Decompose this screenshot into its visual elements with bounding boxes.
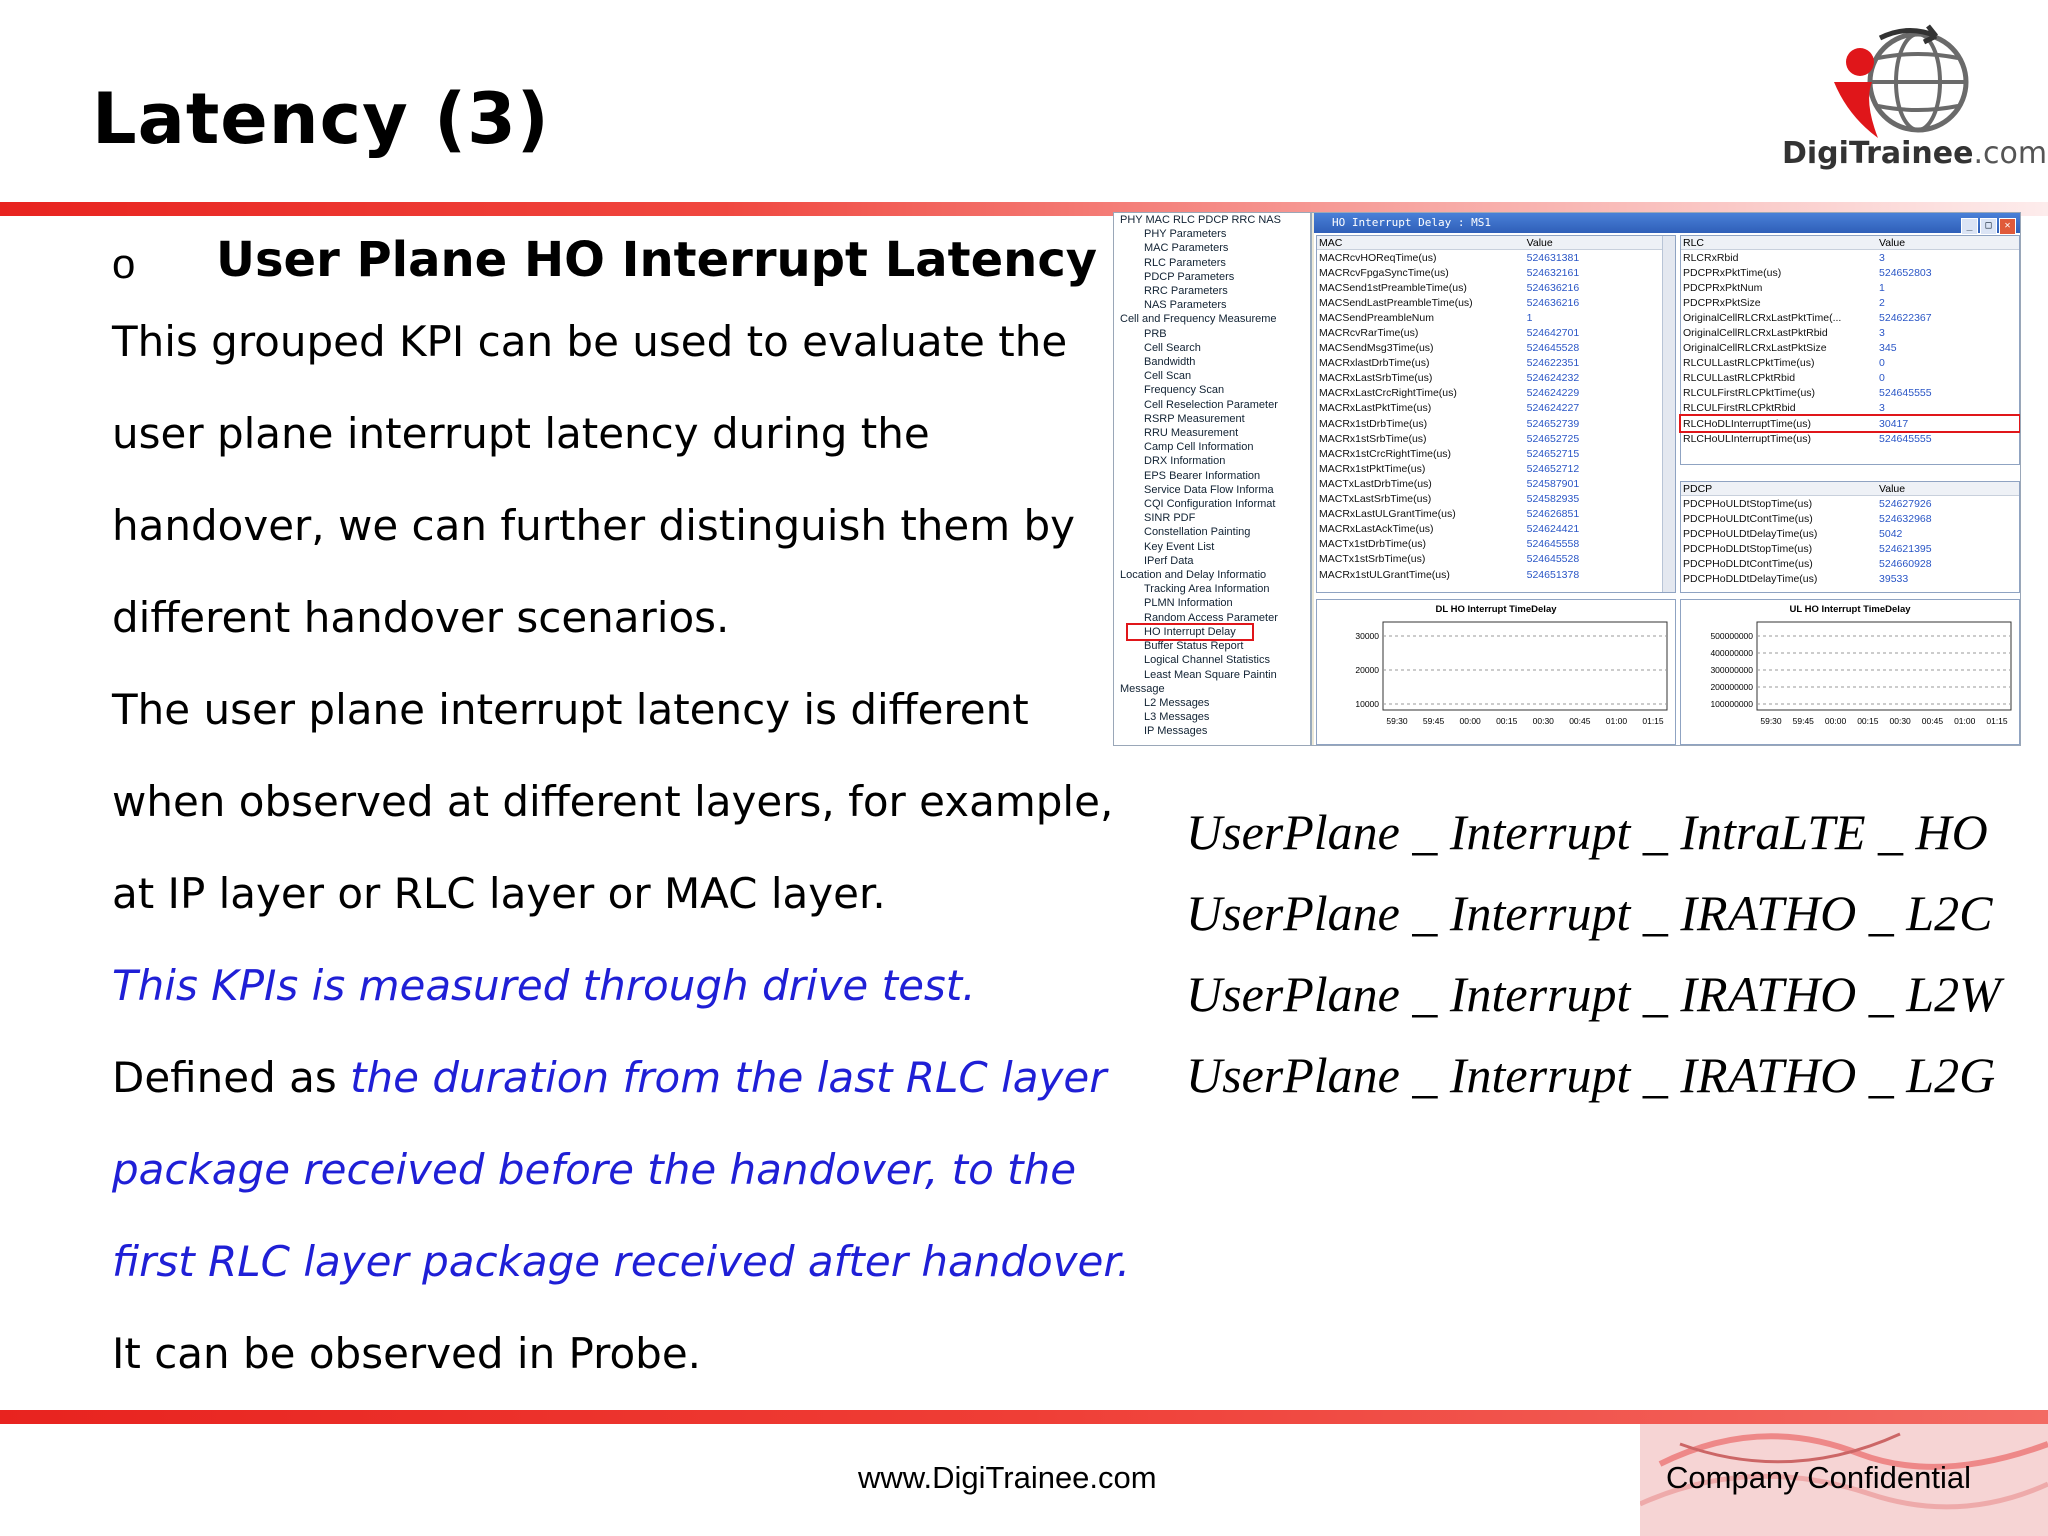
tree-item[interactable]: Tracking Area Information [1144, 583, 1270, 596]
column-header[interactable]: Value [1877, 236, 2019, 250]
row-label: MACTx1stDrbTime(us) [1319, 538, 1426, 551]
column-header[interactable]: MAC [1317, 236, 1525, 250]
row-value: 524624421 [1526, 523, 1580, 536]
table-row[interactable] [1681, 265, 2019, 280]
table-row[interactable] [1681, 371, 2019, 386]
section-heading: User Plane HO Interrupt Latency [216, 232, 1098, 288]
paragraph-line: This grouped KPI can be used to evaluate the [112, 317, 1068, 366]
table-row[interactable] [1681, 401, 2019, 416]
table-row[interactable] [1681, 325, 2019, 340]
y-tick-label: 200000000 [1710, 682, 1753, 692]
logo-wordmark [1782, 136, 2047, 171]
paragraph-line: when observed at different layers, for example, [112, 777, 1114, 826]
row-label: RLCULLastRLCPktRbid [1683, 372, 1796, 385]
footer-confidential: Company Confidential [1666, 1460, 1972, 1495]
row-label: MACRxLastCrcRightTime(us) [1319, 387, 1457, 400]
tree-item[interactable]: Cell Scan [1144, 370, 1192, 383]
row-value: 524621395 [1879, 542, 1932, 555]
x-tick-label: 00:30 [1889, 716, 1911, 726]
bullet-circle-icon: o [112, 240, 136, 287]
row-label: PDCPRxPktSize [1683, 296, 1761, 309]
paragraph-line: at IP layer or RLC layer or MAC layer. [112, 869, 886, 918]
y-tick-label: 30000 [1355, 631, 1379, 641]
table-row[interactable] [1317, 325, 1675, 340]
tree-item[interactable]: Cell Search [1144, 341, 1201, 354]
table-row[interactable] [1317, 280, 1675, 295]
slide-title: Latency (3) [92, 78, 550, 160]
tree-item[interactable]: Cell and Frequency Measureme [1120, 313, 1277, 326]
column-header[interactable]: Value [1877, 482, 2019, 496]
paragraph-line: user plane interrupt latency during the [112, 409, 930, 458]
close-icon[interactable]: ✕ [1999, 218, 2016, 235]
row-value: 524652739 [1526, 417, 1580, 430]
footer-website: www.DigiTrainee.com [858, 1460, 1157, 1495]
tree-item[interactable]: Service Data Flow Informa [1144, 483, 1274, 496]
definition-text: the duration from the last RLC layer [350, 1053, 1107, 1102]
tree-item[interactable]: DRX Information [1144, 455, 1226, 468]
row-value: 524652803 [1879, 266, 1932, 279]
row-value: 524636216 [1526, 281, 1580, 294]
x-tick-label: 00:30 [1532, 716, 1554, 726]
tree-item[interactable]: PDCP Parameters [1144, 270, 1235, 283]
plot-frame [1757, 622, 2011, 710]
row-label: MACTx1stSrbTime(us) [1319, 553, 1426, 566]
row-label: RLCULLastRLCPktTime(us) [1683, 357, 1815, 370]
row-label: PDCPHoULDtDelayTime(us) [1683, 527, 1818, 540]
row-label: MACSend1stPreambleTime(us) [1319, 281, 1467, 294]
bottom-divider-bar [0, 1410, 2048, 1424]
table-row[interactable] [1681, 511, 2019, 526]
row-value: 524582935 [1526, 493, 1580, 506]
row-label: RLCULFirstRLCPktRbid [1683, 402, 1796, 415]
tree-item[interactable]: CQI Configuration Informat [1144, 498, 1276, 511]
mac-scrollbar[interactable] [1662, 236, 1675, 592]
y-tick-label: 20000 [1355, 665, 1379, 675]
y-tick-label: 100000000 [1710, 699, 1753, 709]
tree-item[interactable]: IPerf Data [1144, 554, 1194, 567]
formula-line: UserPlane _ Interrupt _ IntraLTE _ HO [1186, 804, 1988, 860]
rlc-table-pane [1680, 235, 2020, 465]
row-label: MACRxlastDrbTime(us) [1319, 357, 1430, 370]
pdcp-table-pane [1680, 481, 2020, 593]
row-value: 30417 [1879, 417, 1909, 430]
tree-item[interactable]: EPS Bearer Information [1144, 469, 1261, 482]
tree-item[interactable]: Constellation Painting [1144, 526, 1251, 539]
row-label: MACSendPreambleNum [1319, 311, 1434, 324]
tree-item[interactable]: Buffer Status Report [1144, 640, 1244, 653]
ul-interrupt-chart [1680, 599, 2020, 745]
x-tick-label: 00:45 [1569, 716, 1591, 726]
row-label: OriginalCellRLCRxLastPktRbid [1683, 327, 1828, 340]
row-label: RLCHoDLInterruptTime(us) [1683, 417, 1811, 430]
tree-item[interactable]: Cell Reselection Parameter [1144, 398, 1278, 411]
row-value: 524624232 [1526, 372, 1580, 385]
row-label: MACRxLastAckTime(us) [1319, 523, 1434, 536]
row-value: 524632968 [1879, 512, 1932, 525]
tree-item[interactable]: L3 Messages [1144, 711, 1210, 724]
row-value: 524645528 [1526, 553, 1580, 566]
table-row[interactable] [1317, 416, 1675, 431]
row-label: MACTxLastSrbTime(us) [1319, 493, 1432, 506]
row-label: MACRx1stPktTime(us) [1319, 462, 1426, 475]
x-tick-label: 00:00 [1824, 716, 1847, 726]
table-row[interactable] [1681, 496, 2019, 512]
minimize-icon[interactable]: _ [1961, 218, 1978, 235]
table-row[interactable] [1317, 265, 1675, 280]
tree-item[interactable]: PLMN Information [1144, 597, 1233, 610]
x-tick-label: 59:45 [1792, 716, 1814, 726]
table-row[interactable] [1317, 356, 1675, 371]
tree-item[interactable]: Key Event List [1144, 540, 1215, 553]
row-value: 524626851 [1526, 508, 1580, 521]
row-value: 524652725 [1526, 432, 1580, 445]
formula-line: UserPlane _ Interrupt _ IRATHO _ L2W [1186, 966, 2001, 1022]
row-label: MACRcvFpgaSyncTime(us) [1319, 266, 1449, 279]
row-label: MACSendLastPreambleTime(us) [1319, 296, 1473, 309]
row-label: MACRx1stCrcRightTime(us) [1319, 447, 1452, 460]
row-value: 524624227 [1526, 402, 1580, 415]
definition-line [112, 1032, 1107, 1124]
table-row[interactable] [1681, 526, 2019, 541]
dl-chart-plot [1317, 600, 1675, 744]
row-value: 524645555 [1879, 432, 1932, 445]
x-tick-label: 01:00 [1954, 716, 1976, 726]
tree-item[interactable]: Camp Cell Information [1144, 441, 1254, 454]
navigation-tree [1114, 213, 1312, 745]
plot-frame [1383, 622, 1667, 710]
table-row[interactable] [1317, 507, 1675, 522]
row-value: 3 [1879, 251, 1885, 264]
tree-item[interactable]: PHY Parameters [1144, 228, 1227, 241]
column-header[interactable]: Value [1525, 236, 1675, 250]
row-label: PDCPHoULDtStopTime(us) [1683, 497, 1813, 510]
tree-item[interactable]: Frequency Scan [1144, 384, 1225, 397]
table-row[interactable] [1317, 522, 1675, 537]
tree-item[interactable]: RRU Measurement [1144, 427, 1239, 440]
bullet-heading-row [112, 228, 1102, 296]
drive-test-note: This KPIs is measured through drive test. [112, 961, 976, 1010]
table-row[interactable] [1681, 416, 2019, 431]
row-value: 524622351 [1526, 357, 1580, 370]
table-row[interactable] [1317, 537, 1675, 552]
table-row[interactable] [1681, 341, 2019, 356]
mac-table [1317, 236, 1675, 582]
row-value: 345 [1879, 342, 1897, 355]
tree-item[interactable]: Bandwidth [1144, 356, 1196, 369]
column-header[interactable]: RLC [1681, 236, 1877, 250]
dl-chart-title: DL HO Interrupt TimeDelay [1435, 604, 1557, 615]
table-row[interactable] [1681, 280, 2019, 295]
row-label: MACRx1stDrbTime(us) [1319, 417, 1428, 430]
ho-interrupt-delay-window [1314, 213, 2020, 745]
row-value: 524660928 [1879, 557, 1932, 570]
row-label: OriginalCellRLCRxLastPktSize [1683, 342, 1827, 355]
paragraph-line: different handover scenarios. [112, 593, 730, 642]
table-row[interactable] [1317, 401, 1675, 416]
row-value: 524652715 [1526, 447, 1580, 460]
row-label: PDCPRxPktTime(us) [1683, 266, 1782, 279]
ul-chart-plot [1681, 600, 2019, 744]
tree-item[interactable]: L2 Messages [1144, 696, 1210, 709]
tree-item[interactable]: MAC Parameters [1144, 242, 1229, 255]
row-value: 2 [1879, 296, 1885, 309]
table-row[interactable] [1317, 310, 1675, 325]
tree-item[interactable]: Random Access Parameter [1144, 611, 1278, 624]
row-label: PDCPHoDLDtDelayTime(us) [1683, 573, 1818, 586]
logo-name: DigiTrainee [1782, 136, 1974, 171]
row-value: 524645555 [1879, 387, 1932, 400]
formula-line: UserPlane _ Interrupt _ IRATHO _ L2G [1186, 1047, 1996, 1103]
kpi-formulas [1186, 792, 2001, 1116]
slide-body [112, 228, 1131, 1400]
row-value: 524642701 [1526, 327, 1580, 340]
definition-text: package received before the handover, to the [112, 1145, 1077, 1194]
row-label: RLCULFirstRLCPktTime(us) [1683, 387, 1816, 400]
tree-item[interactable]: PRB [1144, 327, 1167, 340]
row-value: 524645528 [1526, 342, 1580, 355]
x-tick-label: 59:30 [1760, 716, 1782, 726]
row-label: MACRxLastPktTime(us) [1319, 402, 1432, 415]
tree-item[interactable]: Least Mean Square Paintin [1144, 668, 1277, 681]
table-row[interactable] [1317, 386, 1675, 401]
definition-prefix: Defined as [112, 1053, 351, 1102]
column-header[interactable]: PDCP [1681, 482, 1877, 496]
row-label: MACTxLastDrbTime(us) [1319, 477, 1432, 490]
row-value: 3 [1879, 402, 1885, 415]
x-tick-label: 01:00 [1605, 716, 1628, 726]
probe-tool-screenshot [1113, 212, 2021, 746]
table-row[interactable] [1317, 431, 1675, 446]
row-value: 524587901 [1526, 477, 1580, 490]
mac-table-pane [1316, 235, 1676, 593]
tree-item[interactable]: SINR PDF [1144, 512, 1196, 525]
maximize-icon[interactable]: □ [1980, 218, 1997, 235]
row-label: RLCRxRbid [1683, 251, 1739, 264]
table-row[interactable] [1317, 461, 1675, 476]
row-label: MACRcvHOReqTime(us) [1319, 251, 1437, 264]
window-titlebar [1314, 213, 2020, 233]
row-value: 524631381 [1526, 251, 1580, 264]
formula-line: UserPlane _ Interrupt _ IRATHO _ L2C [1186, 885, 1993, 941]
tree-item[interactable]: NAS Parameters [1144, 299, 1227, 312]
x-tick-label: 00:15 [1496, 716, 1518, 726]
logo-suffix: .com [1973, 136, 2048, 171]
row-label: PDCPHoULDtContTime(us) [1683, 512, 1813, 525]
x-tick-label: 59:30 [1386, 716, 1408, 726]
table-row[interactable] [1681, 356, 2019, 371]
y-tick-label: 10000 [1355, 699, 1379, 709]
table-row[interactable] [1681, 295, 2019, 310]
row-value: 524627926 [1879, 497, 1932, 510]
row-value: 39533 [1879, 573, 1909, 586]
row-label: MACRxLastULGrantTime(us) [1319, 508, 1456, 521]
paragraph-line: handover, we can further distinguish them by [112, 501, 1076, 550]
table-row[interactable] [1317, 567, 1675, 582]
tree-item[interactable]: PHY MAC RLC PDCP RRC NAS [1120, 214, 1281, 226]
row-value: 524624229 [1526, 387, 1580, 400]
window-title: HO Interrupt Delay : MS1 [1332, 216, 1491, 229]
tree-item[interactable]: HO Interrupt Delay [1128, 625, 1252, 639]
row-value: 524651378 [1526, 568, 1580, 581]
row-label: MACSendMsg3Time(us) [1319, 342, 1434, 355]
row-value: 524632161 [1526, 266, 1580, 279]
row-label: RLCHoULInterruptTime(us) [1683, 432, 1811, 445]
row-value: 3 [1879, 327, 1885, 340]
rlc-table [1681, 236, 2019, 446]
row-value: 0 [1879, 357, 1885, 370]
row-value: 1 [1526, 311, 1533, 324]
y-tick-label: 300000000 [1710, 665, 1753, 675]
table-row[interactable] [1681, 310, 2019, 325]
row-value: 0 [1879, 372, 1885, 385]
table-row[interactable] [1317, 250, 1675, 266]
row-value: 524622367 [1879, 311, 1932, 324]
ul-chart-title: UL HO Interrupt TimeDelay [1789, 604, 1911, 615]
x-tick-label: 00:45 [1921, 716, 1944, 726]
row-label: MACRx1stSrbTime(us) [1319, 432, 1427, 445]
table-row[interactable] [1681, 571, 2019, 586]
tree-item[interactable]: Logical Channel Statistics [1144, 654, 1270, 667]
table-row[interactable] [1317, 371, 1675, 386]
table-header-row [1681, 236, 2019, 250]
row-value: 524652712 [1526, 462, 1580, 475]
definition-text: first RLC layer package received after handover. [112, 1237, 1131, 1286]
x-tick-label: 01:15 [1986, 716, 2008, 726]
table-row[interactable] [1317, 492, 1675, 507]
table-row[interactable] [1681, 250, 2019, 266]
table-header-row [1681, 482, 2019, 496]
pdcp-table [1681, 482, 2019, 587]
table-row[interactable] [1681, 541, 2019, 556]
dl-interrupt-chart [1316, 599, 1676, 745]
row-value: 524645558 [1526, 538, 1580, 551]
x-tick-label: 01:15 [1642, 716, 1664, 726]
probe-note: It can be observed in Probe. [112, 1329, 702, 1378]
paragraph-line: The user plane interrupt latency is different [112, 685, 1029, 734]
y-tick-label: 400000000 [1710, 648, 1753, 658]
row-label: PDCPHoDLDtContTime(us) [1683, 557, 1813, 570]
tree-item[interactable]: Location and Delay Informatio [1120, 569, 1267, 582]
tree-item[interactable]: Message [1120, 682, 1165, 695]
row-value: 524636216 [1526, 296, 1580, 309]
row-value: 1 [1879, 281, 1885, 294]
row-label: MACRxLastSrbTime(us) [1319, 372, 1433, 385]
y-tick-label: 500000000 [1710, 631, 1753, 641]
table-row[interactable] [1317, 295, 1675, 310]
x-tick-label: 59:45 [1422, 716, 1445, 726]
row-label: MACRcvRarTime(us) [1319, 327, 1419, 340]
x-tick-label: 00:15 [1857, 716, 1879, 726]
tree-item[interactable]: IP Messages [1144, 725, 1208, 738]
row-label: PDCPRxPktNum [1683, 281, 1763, 294]
tree-item[interactable]: RRC Parameters [1144, 285, 1228, 298]
table-row[interactable] [1681, 386, 2019, 401]
tree-item[interactable]: RSRP Measurement [1144, 412, 1245, 425]
row-label: PDCPHoDLDtStopTime(us) [1683, 542, 1813, 555]
table-row[interactable] [1317, 341, 1675, 356]
window-controls [1959, 215, 2016, 235]
table-row[interactable] [1681, 431, 2019, 446]
table-row[interactable] [1681, 556, 2019, 571]
table-header-row [1317, 236, 1675, 250]
row-label: OriginalCellRLCRxLastPktTime(... [1683, 311, 1842, 324]
x-tick-label: 00:00 [1459, 716, 1481, 726]
table-row[interactable] [1317, 476, 1675, 491]
tree-item[interactable]: RLC Parameters [1144, 256, 1226, 269]
table-row[interactable] [1317, 446, 1675, 461]
table-row[interactable] [1317, 552, 1675, 567]
row-label: MACRx1stULGrantTime(us) [1319, 568, 1450, 581]
row-value: 5042 [1879, 527, 1903, 540]
